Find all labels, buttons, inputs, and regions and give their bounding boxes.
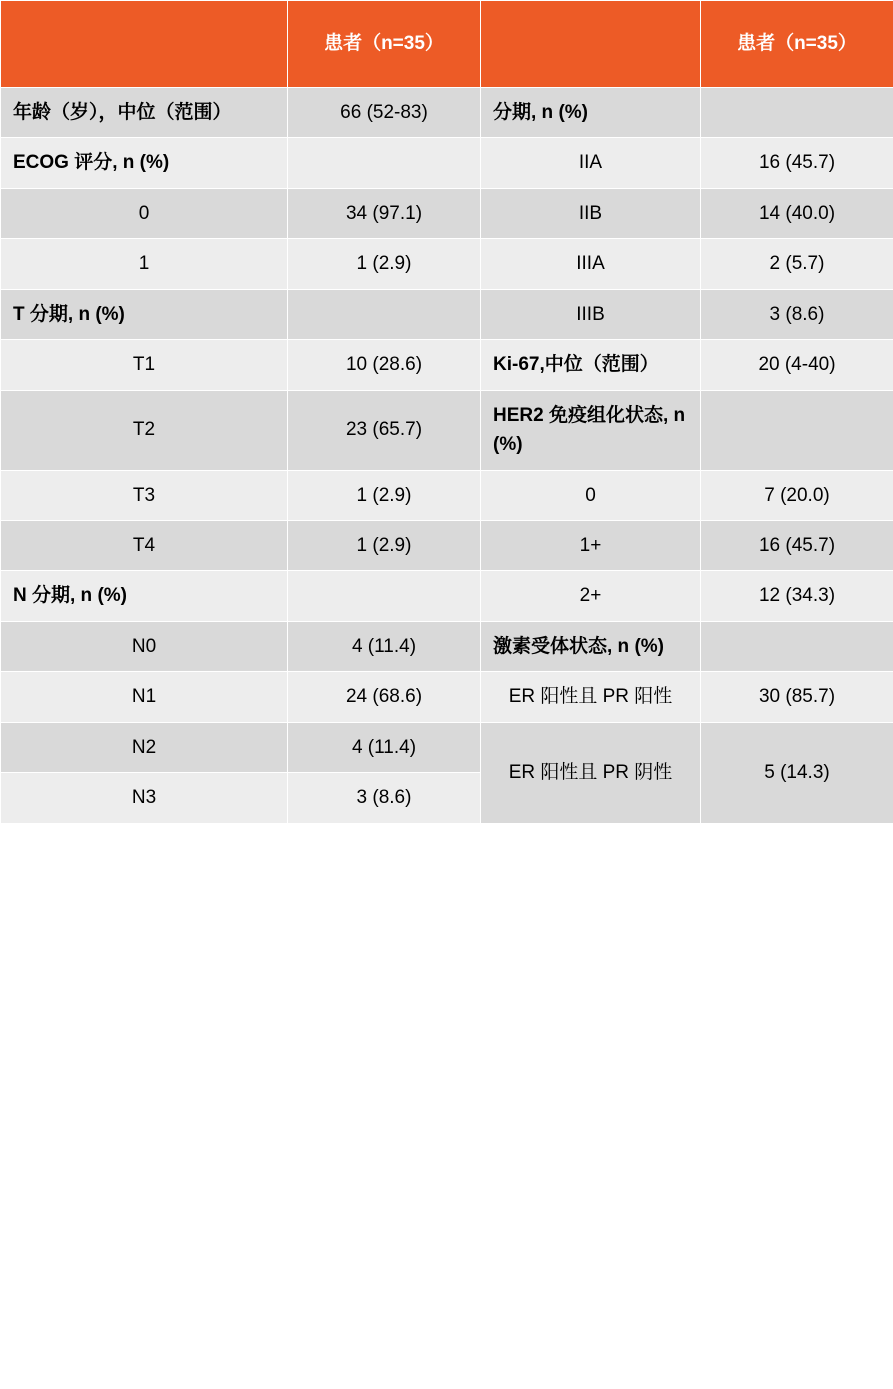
- table-cell: IIA: [481, 138, 701, 188]
- table-cell: [288, 138, 481, 188]
- table-cell: 5 (14.3): [701, 722, 893, 823]
- table-cell: 1 (2.9): [288, 470, 481, 520]
- table-cell: 4 (11.4): [288, 722, 481, 772]
- table-cell: 16 (45.7): [701, 520, 893, 570]
- table-cell: 1 (2.9): [288, 520, 481, 570]
- table-row: [1, 188, 893, 238]
- table-cell: 14 (40.0): [701, 188, 893, 238]
- table-cell: 1: [1, 239, 288, 289]
- header-cell-1: 患者（n=35）: [288, 1, 481, 88]
- table-header-row: [1, 1, 893, 88]
- table-cell: 2+: [481, 571, 701, 621]
- table-cell: 分期, n (%): [481, 88, 701, 138]
- table-cell: 12 (34.3): [701, 571, 893, 621]
- table-cell: T2: [1, 390, 288, 470]
- table-row: [1, 340, 893, 390]
- table-cell: N2: [1, 722, 288, 772]
- table-cell: T4: [1, 520, 288, 570]
- table-row: [1, 289, 893, 339]
- header-cell-2: [481, 1, 701, 88]
- table-cell: IIB: [481, 188, 701, 238]
- table-cell: 2 (5.7): [701, 239, 893, 289]
- table-cell: 34 (97.1): [288, 188, 481, 238]
- table-cell: 24 (68.6): [288, 672, 481, 722]
- header-cell-0: [1, 1, 288, 88]
- table-cell: ECOG 评分, n (%): [1, 138, 288, 188]
- table-cell: 30 (85.7): [701, 672, 893, 722]
- table-cell: [701, 621, 893, 671]
- table-row: [1, 520, 893, 570]
- table-cell: N1: [1, 672, 288, 722]
- table-row: [1, 672, 893, 722]
- table-cell: 1 (2.9): [288, 239, 481, 289]
- table-cell: 7 (20.0): [701, 470, 893, 520]
- table-cell: [701, 390, 893, 470]
- table-row: [1, 470, 893, 520]
- table-cell: 1+: [481, 520, 701, 570]
- table-cell: N0: [1, 621, 288, 671]
- table-row: [1, 88, 893, 138]
- table-cell: T1: [1, 340, 288, 390]
- table-cell: T3: [1, 470, 288, 520]
- table-body: [1, 88, 893, 824]
- table-cell: [701, 88, 893, 138]
- table-cell: [288, 289, 481, 339]
- table-cell: 20 (4-40): [701, 340, 893, 390]
- table-row: [1, 390, 893, 470]
- table-cell: ER 阳性且 PR 阳性: [481, 672, 701, 722]
- table-cell: Ki-67,中位（范围）: [481, 340, 701, 390]
- table-row: [1, 621, 893, 671]
- table-cell: IIIB: [481, 289, 701, 339]
- header-cell-3: 患者（n=35）: [701, 1, 893, 88]
- table-cell: 23 (65.7): [288, 390, 481, 470]
- table-cell: T 分期, n (%): [1, 289, 288, 339]
- table-row: [1, 571, 893, 621]
- table-cell: 16 (45.7): [701, 138, 893, 188]
- table-cell: HER2 免疫组化状态, n (%): [481, 390, 701, 470]
- table-row: [1, 239, 893, 289]
- table-cell: 4 (11.4): [288, 621, 481, 671]
- table-cell: 3 (8.6): [288, 773, 481, 823]
- table-cell: 0: [1, 188, 288, 238]
- table-cell: 0: [481, 470, 701, 520]
- table-cell: [288, 571, 481, 621]
- table-cell: 激素受体状态, n (%): [481, 621, 701, 671]
- table-cell: N 分期, n (%): [1, 571, 288, 621]
- table-cell: IIIA: [481, 239, 701, 289]
- table-header: [1, 1, 893, 88]
- table-cell: 66 (52-83): [288, 88, 481, 138]
- table-cell: 10 (28.6): [288, 340, 481, 390]
- table-row: [1, 138, 893, 188]
- table-cell: N3: [1, 773, 288, 823]
- table-cell: 3 (8.6): [701, 289, 893, 339]
- table-row: [1, 722, 893, 772]
- table-cell: 年龄（岁），中位（范围）: [1, 88, 288, 138]
- table-cell: ER 阳性且 PR 阴性: [481, 722, 701, 823]
